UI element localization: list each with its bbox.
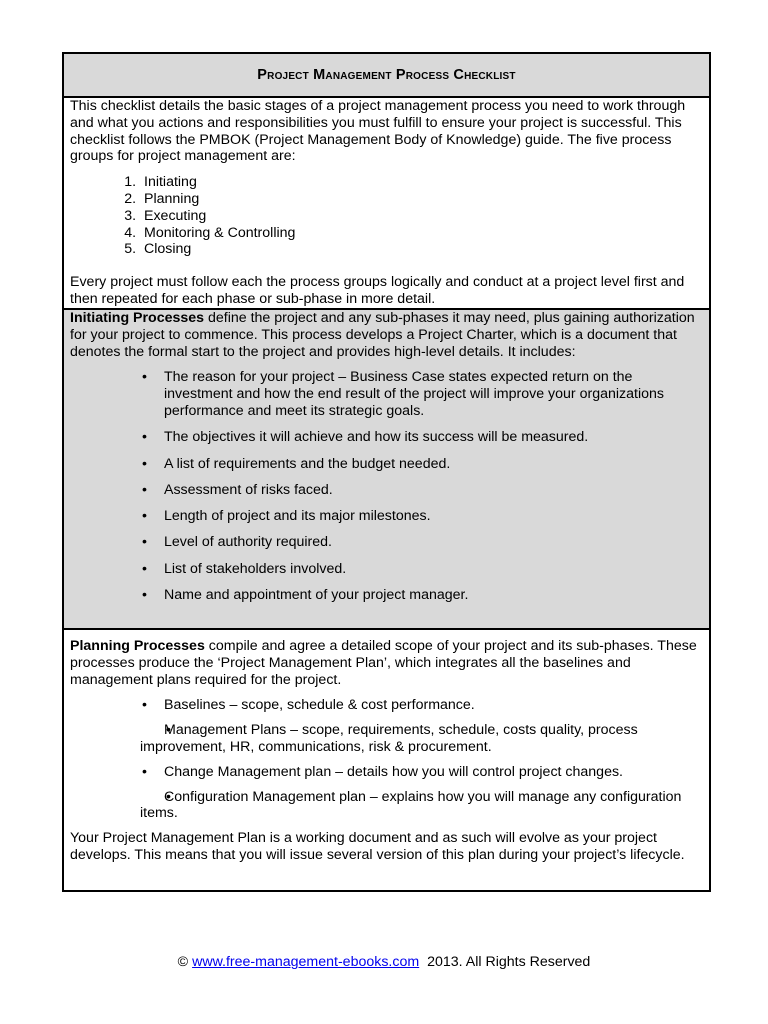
planning-text: compile and agree a detailed scope of your project and its sub-phases. These processes produce the ‘Project Management Plan’, which integrates all the baselines and management plans required for the project. bbox=[70, 638, 697, 688]
initiating-heading: Initiating Processes bbox=[70, 310, 205, 326]
planning-paragraph bbox=[70, 638, 703, 688]
copyright-symbol: © bbox=[177, 954, 189, 970]
list-item: • Change Management plan – details how you will control project changes. bbox=[140, 764, 703, 781]
list-item: • Baselines – scope, schedule & cost performance. bbox=[140, 697, 703, 714]
planning-list bbox=[70, 697, 703, 822]
intro-paragraph: This checklist details the basic stages of a project management process you need to work through and what you actions and responsibilities you must fulfill to ensure your project is successful. This checklist follows the PMBOK (Project Management Body of Knowledge) guide. The five process groups for project management are: bbox=[70, 98, 686, 165]
initiating-paragraph bbox=[70, 310, 703, 360]
intro-section bbox=[64, 98, 709, 308]
rights-text: 2013. All Rights Reserved bbox=[427, 954, 591, 970]
planning-closing: Your Project Management Plan is a working document and as such will evolve as your project develops. This means that you will issue several version of this plan during your project’s lifecycle. bbox=[70, 830, 685, 863]
initiating-section bbox=[64, 308, 709, 630]
list-item: • Assessment of risks faced. bbox=[140, 482, 703, 499]
initiating-text: define the project and any sub-phases it may need, plus gaining authorization for your project to commence. This process develops a Project Charter, which is a document that denotes the formal start to the project and provides high-level details. It includes: bbox=[70, 310, 695, 360]
list-item: • Name and appointment of your project manager. bbox=[140, 587, 703, 604]
list-item: 5. Closing bbox=[140, 241, 703, 258]
list-item: • The reason for your project – Business Case states expected return on the investment and how the end result of the project will improve your organizations performance and meet its strategic goals. bbox=[140, 369, 703, 419]
list-item: • Length of project and its major milestones. bbox=[140, 508, 703, 525]
intro-closing: Every project must follow each the process groups logically and conduct at a project level first and then repeated for each phase or sub-phase in more detail. bbox=[70, 274, 685, 307]
list-item: 4. Monitoring & Controlling bbox=[140, 225, 703, 242]
list-item: • A list of requirements and the budget needed. bbox=[140, 456, 703, 473]
list-item: 2. Planning bbox=[140, 191, 703, 208]
footer bbox=[0, 954, 768, 970]
process-groups-list bbox=[70, 174, 703, 258]
list-item: • List of stakeholders involved. bbox=[140, 561, 703, 578]
checklist-table bbox=[62, 52, 711, 892]
list-item: 1. Initiating bbox=[140, 174, 703, 191]
list-item: 3. Executing bbox=[140, 208, 703, 225]
list-item: • Management Plans – scope, requirements, schedule, costs quality, process improvement, HR, communications, risk & procurement. bbox=[140, 722, 703, 756]
list-item: • Configuration Management plan – explains how you will manage any configuration items. bbox=[140, 789, 703, 823]
initiating-list bbox=[70, 369, 703, 603]
page-title: Project Management Process Checklist bbox=[64, 54, 709, 98]
list-item: • Level of authority required. bbox=[140, 534, 703, 551]
planning-heading: Planning Processes bbox=[70, 638, 205, 654]
website-link[interactable]: www.free-management-ebooks.com bbox=[192, 954, 420, 970]
planning-section bbox=[64, 630, 709, 892]
list-item: • The objectives it will achieve and how its success will be measured. bbox=[140, 429, 703, 446]
